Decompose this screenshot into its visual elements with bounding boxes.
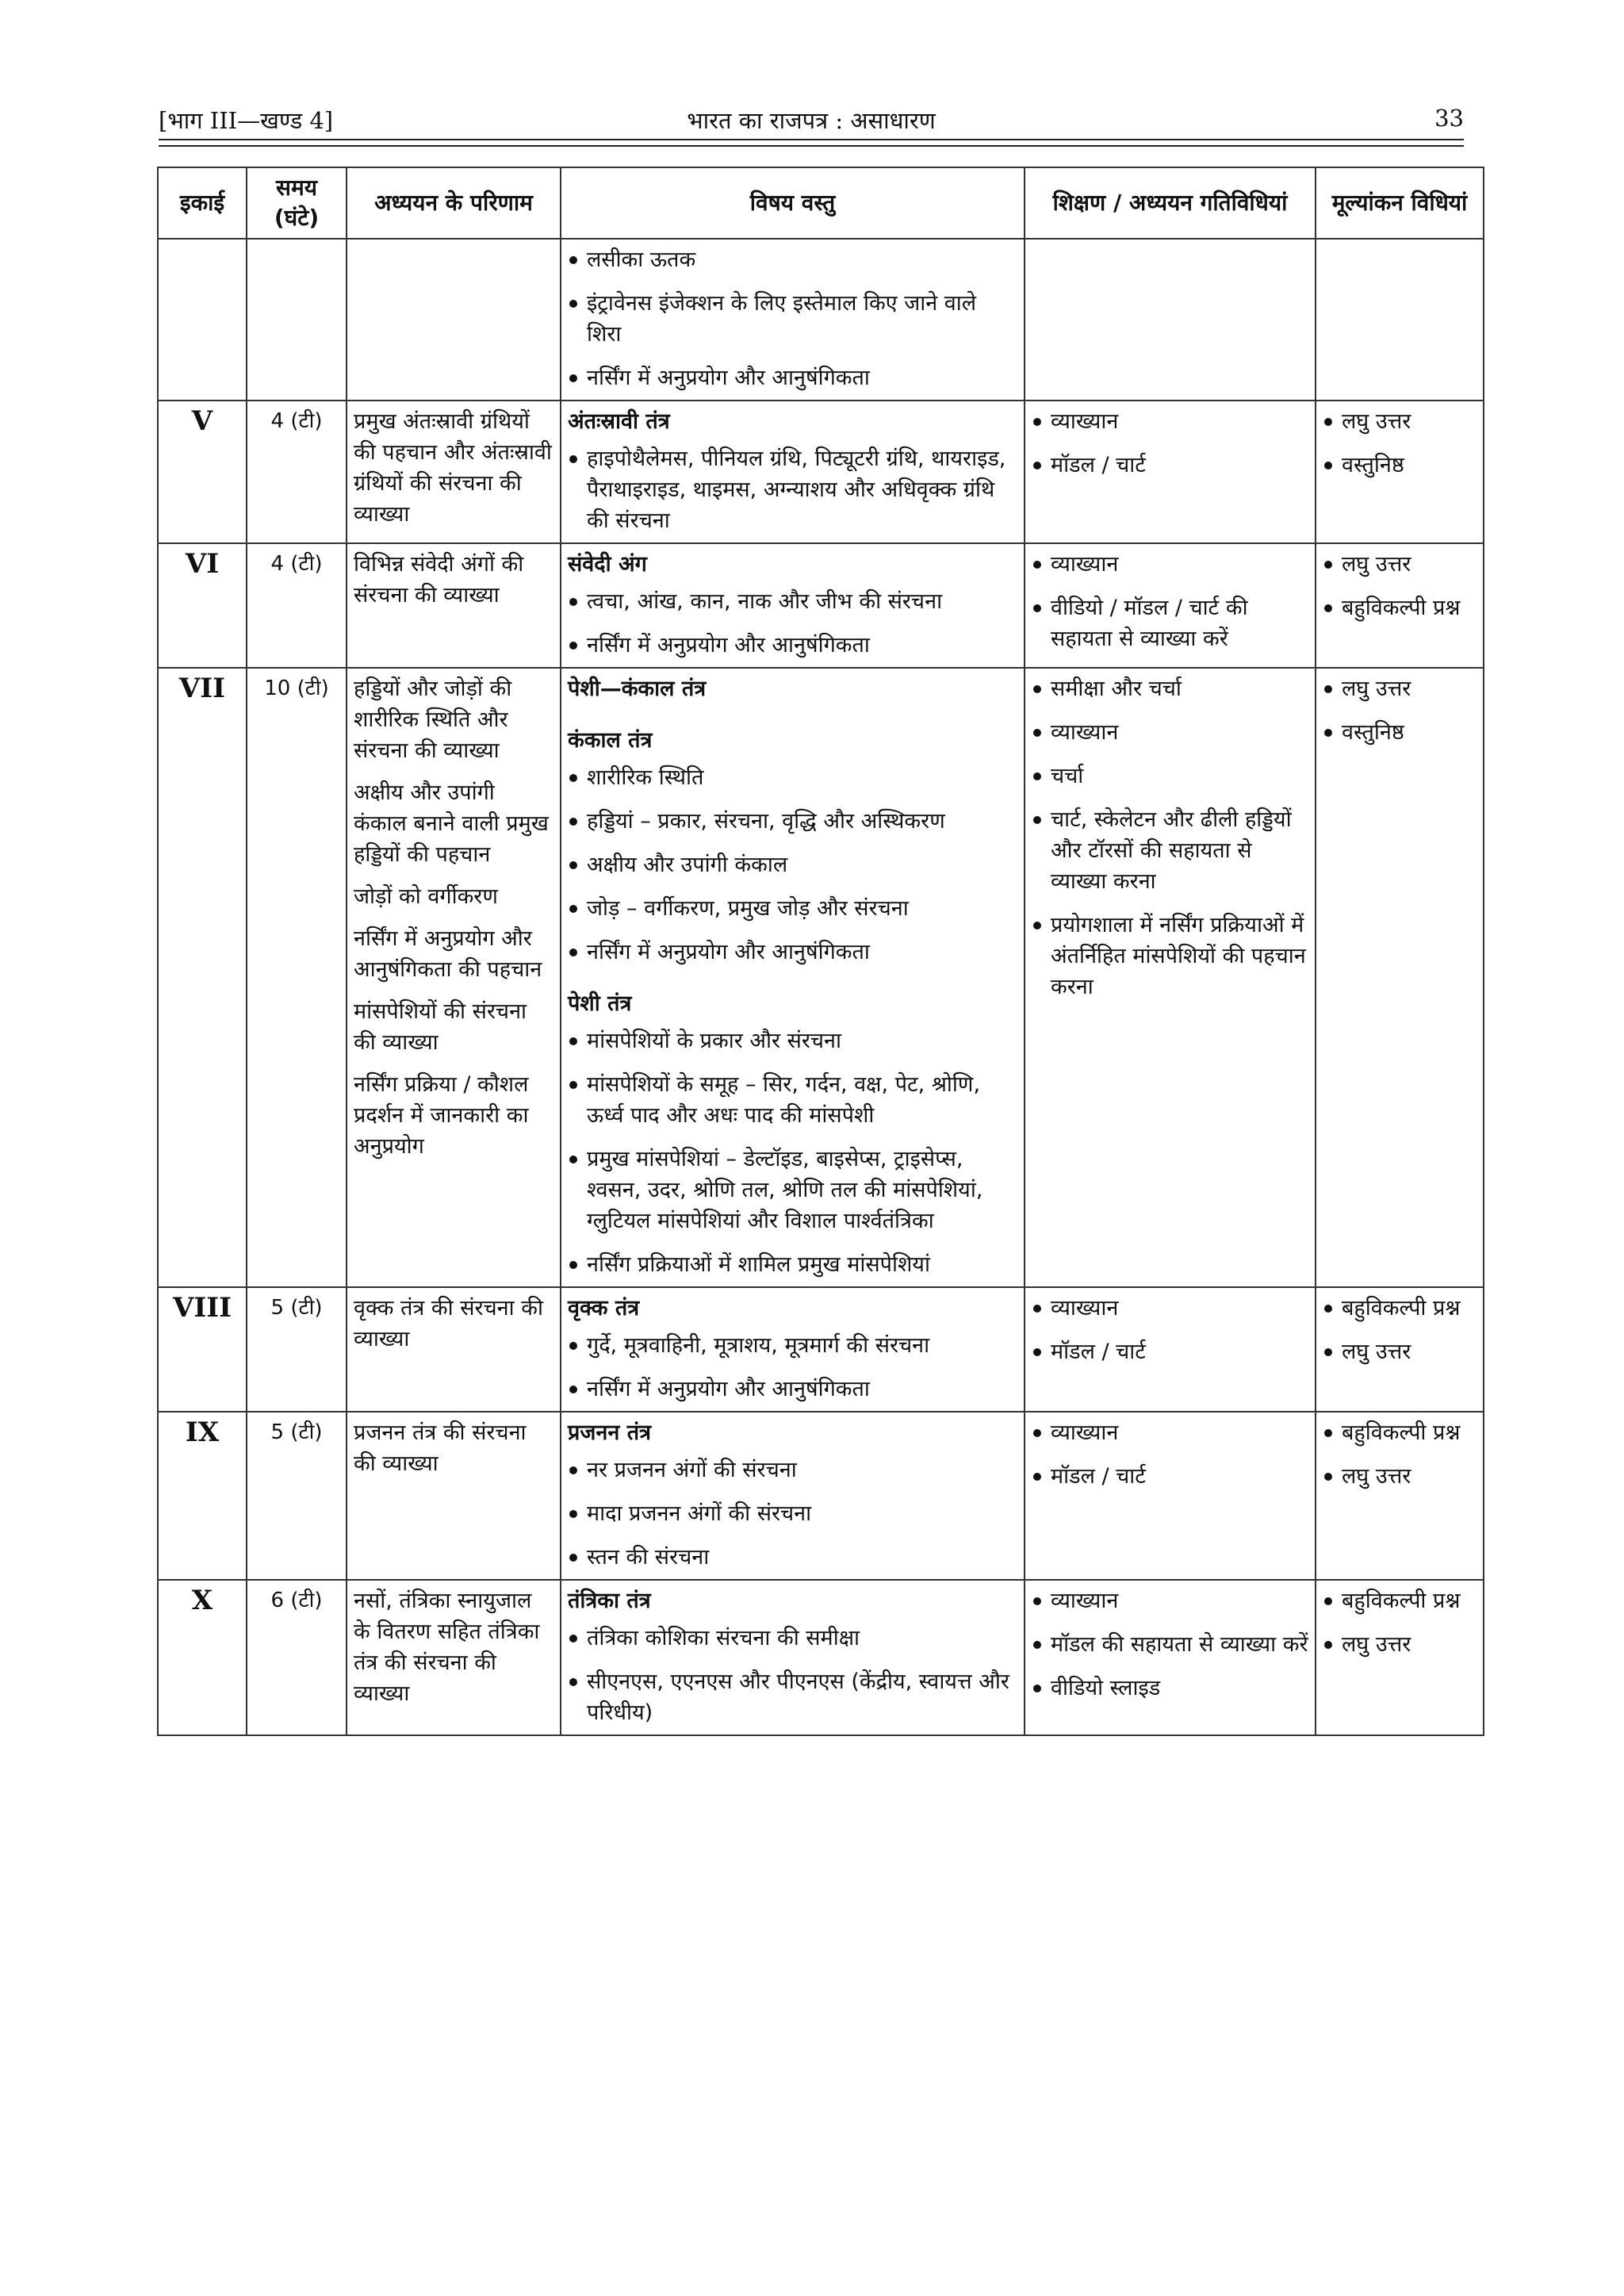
content-text: जोड़ – वर्गीकरण, प्रमुख जोड़ और संरचना <box>587 896 909 921</box>
content-text: नर्सिंग प्रक्रियाओं में शामिल प्रमुख मांसपेशियां <box>587 1252 930 1277</box>
evaluation-text: बहुविकल्पी प्रश्न <box>1342 596 1461 620</box>
bullet-icon <box>569 774 577 782</box>
table-body <box>158 239 1484 1735</box>
content-section-title: पेशी तंत्र <box>568 991 632 1016</box>
activity-text: व्याख्यान <box>1051 1420 1119 1445</box>
activity-list <box>1032 1585 1308 1704</box>
content-text: हाइपोथैलेमस, पीनियल ग्रंथि, पिट्यूटरी ग्रंथि, थायराइड, पैराथाइराइड, थाइमस, अग्न्याशय और अधिवृक्क ग्रंथि की संरचना <box>587 447 1006 533</box>
bullet-icon <box>569 374 577 382</box>
content-text: इंट्रावेनस इंजेक्शन के लिए इस्तेमाल किए जाने वाले शिरा <box>587 291 977 347</box>
content-text: अक्षीय और उपांगी कंकाल <box>587 853 788 877</box>
gazette-part-label: [भाग III—खण्ड 4] <box>159 107 334 134</box>
content-list <box>568 586 1017 661</box>
activity-item <box>1032 1293 1308 1324</box>
content-item <box>568 443 1017 536</box>
evaluation-text: लघु उत्तर <box>1342 552 1411 577</box>
evaluation-text: बहुविकल्पी प्रश्न <box>1342 1296 1461 1320</box>
bullet-icon <box>1324 1473 1332 1481</box>
bullet-icon <box>569 1342 577 1350</box>
activity-item <box>1032 1461 1308 1492</box>
content-cell <box>561 239 1025 401</box>
time-cell: 5 (टी) <box>247 1287 347 1412</box>
content-text: नर्सिंग में अनुप्रयोग और आनुषंगिकता <box>587 1377 870 1401</box>
activity-item <box>1032 1336 1308 1367</box>
evaluation-text: वस्तुनिष्ठ <box>1342 720 1404 745</box>
activity-list <box>1032 673 1308 1002</box>
content-item <box>568 1249 1017 1280</box>
content-item <box>568 937 1017 968</box>
content-item <box>568 1498 1017 1529</box>
outcome-text: जोड़ों को वर्गीकरण <box>354 884 498 909</box>
bullet-icon <box>1324 729 1332 737</box>
content-cell <box>561 401 1025 543</box>
activity-item <box>1032 450 1308 481</box>
evaluation-item <box>1323 1585 1477 1616</box>
content-list <box>568 762 1017 968</box>
column-header-unit: इकाई <box>158 167 247 239</box>
gazette-title: भारत का राजपत्र : असाधारण <box>687 107 936 134</box>
activity-item <box>1032 1417 1308 1448</box>
outcome-text: वृक्क तंत्र की संरचना की व्याख्या <box>354 1296 543 1351</box>
content-text: त्वचा, आंख, कान, नाक और जीभ की संरचना <box>587 589 943 614</box>
content-item <box>568 1330 1017 1361</box>
outcomes-cell <box>347 1287 561 1412</box>
bullet-icon <box>569 861 577 869</box>
table-header-row <box>158 167 1484 239</box>
table-row <box>158 668 1484 1287</box>
activity-text: व्याख्यान <box>1051 720 1119 745</box>
evaluation-item <box>1323 1336 1477 1367</box>
bullet-icon <box>569 300 577 308</box>
content-cell <box>561 668 1025 1287</box>
activity-item <box>1032 673 1308 704</box>
column-header-time: समय (घंटे) <box>247 167 347 239</box>
content-item <box>568 586 1017 617</box>
bullet-icon <box>1033 561 1041 569</box>
bullet-icon <box>1324 418 1332 426</box>
activity-text: चर्चा <box>1051 764 1084 788</box>
content-list <box>568 1025 1017 1280</box>
content-section-title: वृक्क तंत्र <box>568 1296 640 1320</box>
bullet-icon <box>1033 1597 1041 1605</box>
evaluation-text: लघु उत्तर <box>1342 1632 1411 1657</box>
content-text: नर प्रजनन अंगों की संरचना <box>587 1458 797 1482</box>
unit-cell: VI <box>158 543 247 668</box>
outcome-text: प्रमुख अंतःस्रावी ग्रंथियों की पहचान और अंतःस्रावी ग्रंथियों की संरचना की व्याख्या <box>354 409 552 527</box>
activity-list <box>1032 549 1308 654</box>
evaluation-text: लघु उत्तर <box>1342 677 1411 701</box>
evaluation-item <box>1323 717 1477 748</box>
bullet-icon <box>569 1081 577 1089</box>
bullet-icon <box>1033 772 1041 780</box>
bullet-icon <box>1033 1305 1041 1313</box>
time-cell: 6 (टी) <box>247 1580 347 1735</box>
activity-text: मॉडल / चार्ट <box>1051 453 1146 477</box>
outcomes-cell <box>347 239 561 401</box>
outcome-text: हड्डियों और जोड़ों की शारीरिक स्थिति और संरचना की व्याख्या <box>354 677 512 763</box>
activity-text: व्याख्यान <box>1051 409 1119 434</box>
evaluation-item <box>1323 1417 1477 1448</box>
bullet-icon <box>1033 816 1041 824</box>
outcome-text: विभिन्न संवेदी अंगों की संरचना की व्याख्या <box>354 552 524 608</box>
content-text: गुर्दे, मूत्रवाहिनी, मूत्राशय, मूत्रमार्ग की संरचना <box>587 1333 930 1358</box>
bullet-icon <box>569 1466 577 1474</box>
bullet-icon <box>569 1678 577 1686</box>
activity-text: व्याख्यान <box>1051 552 1119 577</box>
content-item <box>568 762 1017 793</box>
activity-item <box>1032 549 1308 580</box>
bullet-icon <box>1324 561 1332 569</box>
bullet-icon <box>569 598 577 606</box>
bullet-icon <box>1033 1641 1041 1649</box>
evaluation-list <box>1323 549 1477 623</box>
activity-item <box>1032 804 1308 897</box>
bullet-icon <box>569 1156 577 1163</box>
outcomes-cell <box>347 1412 561 1580</box>
bullet-icon <box>569 1554 577 1562</box>
content-list <box>568 244 1017 393</box>
evaluation-item <box>1323 673 1477 704</box>
activity-text: वीडियो स्लाइड <box>1051 1676 1161 1700</box>
evaluation-list <box>1323 406 1477 481</box>
unit-cell <box>158 239 247 401</box>
time-cell: 4 (टी) <box>247 401 347 543</box>
activity-text: मॉडल / चार्ट <box>1051 1340 1146 1364</box>
bullet-icon <box>569 455 577 463</box>
bullet-icon <box>1033 1473 1041 1481</box>
outcomes-cell <box>347 401 561 543</box>
content-section-title: कंकाल तंत्र <box>568 728 653 753</box>
content-section-title: प्रजनन तंत्र <box>568 1420 652 1445</box>
activities-cell <box>1025 1580 1316 1735</box>
content-item <box>568 362 1017 393</box>
bullet-icon <box>569 1037 577 1045</box>
evaluation-list <box>1323 673 1477 748</box>
evaluation-cell <box>1316 401 1484 543</box>
content-text: मांसपेशियों के समूह – सिर, गर्दन, वक्ष, पेट, श्रोणि, ऊर्ध्व पाद और अधः पाद की मांसपेशी <box>587 1072 981 1128</box>
content-text: नर्सिंग में अनुप्रयोग और आनुषंगिकता <box>587 940 870 964</box>
bullet-icon <box>1033 729 1041 737</box>
bullet-icon <box>1324 604 1332 612</box>
bullet-icon <box>569 905 577 913</box>
table-row <box>158 1412 1484 1580</box>
content-item <box>568 1025 1017 1056</box>
unit-cell: VII <box>158 668 247 1287</box>
outcomes-cell <box>347 668 561 1287</box>
content-item <box>568 1666 1017 1728</box>
content-item <box>568 1069 1017 1131</box>
bullet-icon <box>569 1261 577 1269</box>
evaluation-cell <box>1316 543 1484 668</box>
activity-text: प्रयोगशाला में नर्सिंग प्रक्रियाओं में अंतर्निहित मांसपेशियों की पहचान करना <box>1051 913 1306 999</box>
content-cell <box>561 543 1025 668</box>
content-item <box>568 630 1017 661</box>
bullet-icon <box>1324 1429 1332 1437</box>
evaluation-cell <box>1316 239 1484 401</box>
activity-text: वीडियो / मॉडल / चार्ट की सहायता से व्याख्या करें <box>1051 596 1248 651</box>
activities-cell <box>1025 1412 1316 1580</box>
evaluation-text: लघु उत्तर <box>1342 1340 1411 1364</box>
activity-item <box>1032 717 1308 748</box>
bullet-icon <box>569 1386 577 1393</box>
content-section-title: अंतःस्रावी तंत्र <box>568 409 670 434</box>
content-text: नर्सिंग में अनुप्रयोग और आनुषंगिकता <box>587 633 870 657</box>
content-list <box>568 443 1017 536</box>
evaluation-text: बहुविकल्पी प्रश्न <box>1342 1420 1461 1445</box>
syllabus-table <box>157 167 1484 1736</box>
content-section-title: पेशी—कंकाल तंत्र <box>568 677 707 701</box>
content-cell <box>561 1580 1025 1735</box>
header-rule-bottom <box>159 145 1464 147</box>
content-section-title: संवेदी अंग <box>568 552 647 577</box>
evaluation-text: वस्तुनिष्ठ <box>1342 453 1404 477</box>
activity-list <box>1032 1293 1308 1367</box>
time-cell: 5 (टी) <box>247 1412 347 1580</box>
page-header <box>159 98 1464 138</box>
activity-item <box>1032 592 1308 654</box>
bullet-icon <box>1324 685 1332 693</box>
table-row <box>158 1580 1484 1735</box>
outcome-text: मांसपेशियों की संरचना की व्याख्या <box>354 999 527 1055</box>
content-item <box>568 806 1017 837</box>
evaluation-list <box>1323 1293 1477 1367</box>
bullet-icon <box>1033 922 1041 930</box>
bullet-icon <box>569 818 577 826</box>
content-list <box>568 1623 1017 1728</box>
evaluation-item <box>1323 1461 1477 1492</box>
bullet-icon <box>1033 1429 1041 1437</box>
table-row <box>158 401 1484 543</box>
content-section-title: तंत्रिका तंत्र <box>568 1589 651 1613</box>
bullet-icon <box>569 1635 577 1642</box>
bullet-icon <box>569 949 577 956</box>
content-item <box>568 288 1017 350</box>
activity-text: व्याख्यान <box>1051 1589 1119 1613</box>
bullet-icon <box>1033 462 1041 470</box>
activity-item <box>1032 1673 1308 1704</box>
evaluation-item <box>1323 1293 1477 1324</box>
header-rule-top <box>159 139 1464 140</box>
column-header-evaluation: मूल्यांकन विधियां <box>1316 167 1484 239</box>
content-list <box>568 1330 1017 1405</box>
evaluation-item <box>1323 592 1477 623</box>
content-item <box>568 893 1017 924</box>
activity-item <box>1032 1629 1308 1660</box>
content-text: लसीका ऊतक <box>587 247 696 272</box>
table-row <box>158 239 1484 401</box>
activities-cell <box>1025 239 1316 401</box>
unit-cell: V <box>158 401 247 543</box>
activity-text: मॉडल की सहायता से व्याख्या करें <box>1051 1632 1308 1657</box>
evaluation-item <box>1323 450 1477 481</box>
bullet-icon <box>1033 604 1041 612</box>
content-item <box>568 1455 1017 1485</box>
bullet-icon <box>1033 1348 1041 1356</box>
content-text: नर्सिंग में अनुप्रयोग और आनुषंगिकता <box>587 366 870 390</box>
activity-text: समीक्षा और चर्चा <box>1051 677 1182 701</box>
bullet-icon <box>1324 462 1332 470</box>
content-text: सीएनएस, एएनएस और पीएनएस (केंद्रीय, स्वायत्त और परिधीय) <box>587 1669 1009 1725</box>
activity-text: व्याख्यान <box>1051 1296 1119 1320</box>
evaluation-cell <box>1316 668 1484 1287</box>
content-text: स्तन की संरचना <box>587 1545 710 1570</box>
outcome-text: अक्षीय और उपांगी कंकाल बनाने वाली प्रमुख हड्डियों की पहचान <box>354 780 549 867</box>
evaluation-item <box>1323 549 1477 580</box>
evaluation-text: बहुविकल्पी प्रश्न <box>1342 1589 1461 1613</box>
outcome-text: नर्सिंग प्रक्रिया / कौशल प्रदर्शन में जानकारी का अनुप्रयोग <box>354 1072 529 1159</box>
bullet-icon <box>569 1510 577 1518</box>
activities-cell <box>1025 543 1316 668</box>
content-text: हड्डियां – प्रकार, संरचना, वृद्धि और अस्थिकरण <box>587 809 945 834</box>
table-row <box>158 1287 1484 1412</box>
evaluation-text: लघु उत्तर <box>1342 409 1411 434</box>
outcomes-cell <box>347 1580 561 1735</box>
content-text: मांसपेशियों के प्रकार और संरचना <box>587 1029 842 1053</box>
bullet-icon <box>569 642 577 650</box>
activity-list <box>1032 1417 1308 1492</box>
evaluation-text: लघु उत्तर <box>1342 1464 1411 1489</box>
content-list <box>568 1455 1017 1573</box>
time-cell: 10 (टी) <box>247 668 347 1287</box>
activity-item <box>1032 761 1308 792</box>
outcome-text: प्रजनन तंत्र की संरचना की व्याख्या <box>354 1420 527 1476</box>
time-cell: 4 (टी) <box>247 543 347 668</box>
content-item <box>568 1623 1017 1654</box>
column-header-activities: शिक्षण / अध्ययन गतिविधियां <box>1025 167 1316 239</box>
bullet-icon <box>1324 1597 1332 1605</box>
page-number: 33 <box>1434 105 1464 132</box>
activity-item <box>1032 406 1308 437</box>
content-item <box>568 1542 1017 1573</box>
activity-item <box>1032 1585 1308 1616</box>
evaluation-list <box>1323 1585 1477 1660</box>
evaluation-cell <box>1316 1412 1484 1580</box>
content-item <box>568 1144 1017 1236</box>
activities-cell <box>1025 1287 1316 1412</box>
bullet-icon <box>1033 1685 1041 1692</box>
activity-text: चार्ट, स्केलेटन और ढीली हड्डियों और टॉरसों की सहायता से व्याख्या करना <box>1051 807 1292 894</box>
activity-item <box>1032 910 1308 1002</box>
activity-list <box>1032 406 1308 481</box>
column-header-outcomes: अध्ययन के परिणाम <box>347 167 561 239</box>
outcome-text: नसों, तंत्रिका स्नायुजाल के वितरण सहित तंत्रिका तंत्र की संरचना की व्याख्या <box>354 1589 540 1706</box>
content-item <box>568 1374 1017 1405</box>
outcome-text: नर्सिंग में अनुप्रयोग और आनुषंगिकता की पहचान <box>354 926 542 982</box>
unit-cell: VIII <box>158 1287 247 1412</box>
content-text: शारीरिक स्थिति <box>587 765 704 790</box>
evaluation-cell <box>1316 1580 1484 1735</box>
content-text: प्रमुख मांसपेशियां – डेल्टॉइड, बाइसेप्स, ट्राइसेप्स, श्वसन, उदर, श्रोणि तल, श्रोणि तल की मांसपेशियां, ग्लुटियल मांसपेशियां और विशाल पार्श्वतंत्रिका <box>587 1147 983 1233</box>
time-cell <box>247 239 347 401</box>
evaluation-cell <box>1316 1287 1484 1412</box>
outcomes-cell <box>347 543 561 668</box>
bullet-icon <box>1324 1305 1332 1313</box>
bullet-icon <box>1033 418 1041 426</box>
evaluation-item <box>1323 406 1477 437</box>
bullet-icon <box>1324 1641 1332 1649</box>
bullet-icon <box>569 256 577 264</box>
bullet-icon <box>1033 685 1041 693</box>
bullet-icon <box>1324 1348 1332 1356</box>
content-cell <box>561 1287 1025 1412</box>
table-row <box>158 543 1484 668</box>
evaluation-item <box>1323 1629 1477 1660</box>
content-item <box>568 244 1017 275</box>
unit-cell: X <box>158 1580 247 1735</box>
content-item <box>568 849 1017 880</box>
evaluation-list <box>1323 1417 1477 1492</box>
content-text: तंत्रिका कोशिका संरचना की समीक्षा <box>587 1626 860 1650</box>
unit-cell: IX <box>158 1412 247 1580</box>
activities-cell <box>1025 668 1316 1287</box>
activities-cell <box>1025 401 1316 543</box>
content-text: मादा प्रजनन अंगों की संरचना <box>587 1501 812 1526</box>
activity-text: मॉडल / चार्ट <box>1051 1464 1146 1489</box>
column-header-content: विषय वस्तु <box>561 167 1025 239</box>
content-cell <box>561 1412 1025 1580</box>
